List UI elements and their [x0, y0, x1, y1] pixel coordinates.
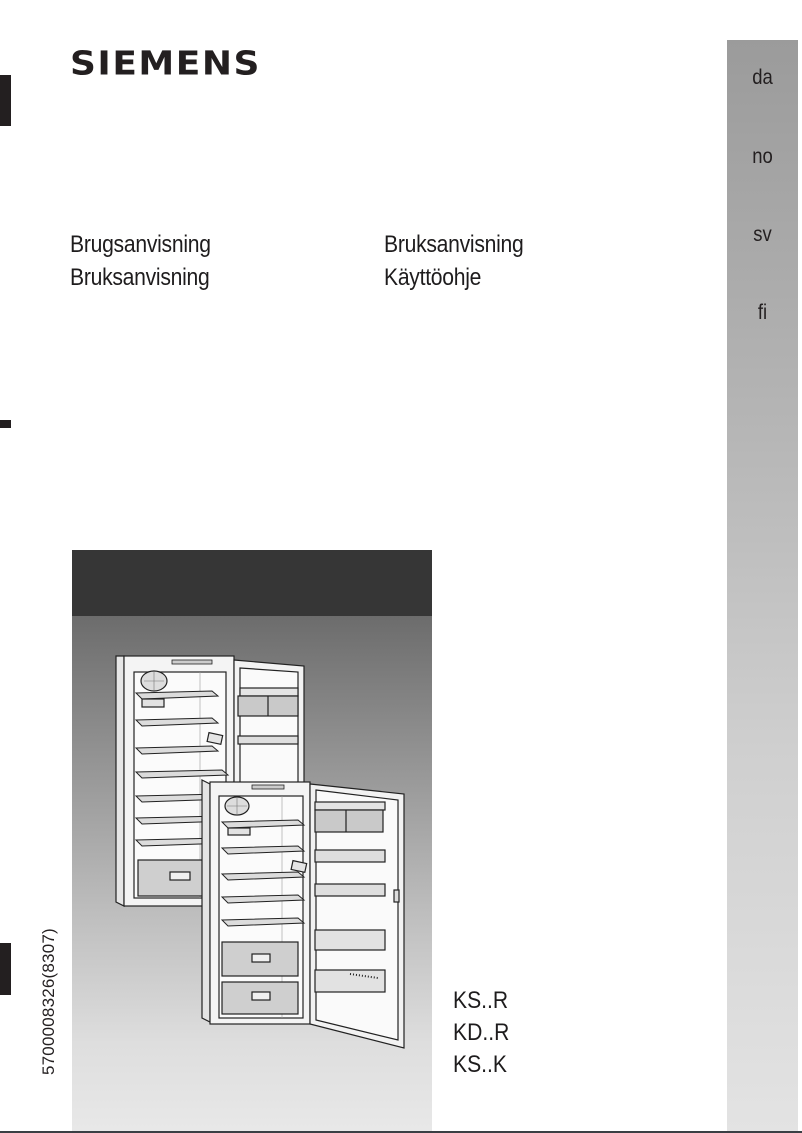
edge-mark-middle: [0, 420, 11, 428]
language-tab-sv[interactable]: sv: [753, 223, 772, 246]
title-danish: Brugsanvisning: [70, 231, 211, 258]
edge-mark-top: [0, 75, 11, 126]
title-swedish: Bruksanvisning: [384, 231, 524, 258]
language-tab-fi[interactable]: fi: [757, 301, 768, 324]
refrigerator-illustration: [72, 550, 432, 1131]
title-norwegian: Bruksanvisning: [70, 264, 210, 291]
model-kd-r: KD..R: [453, 1019, 510, 1046]
model-ks-k: KS..K: [453, 1051, 507, 1078]
model-list: [453, 985, 517, 1081]
edge-mark-bottom: [0, 943, 11, 995]
language-tab-no[interactable]: no: [752, 145, 773, 168]
siemens-logo: SIEMENS: [70, 45, 261, 83]
language-tab-strip: [727, 40, 798, 1131]
cover-image-panel: [72, 550, 432, 1131]
document-number: 5700008326(8307): [39, 928, 58, 1075]
manual-titles: [70, 229, 684, 293]
language-tab-da[interactable]: da: [752, 66, 773, 89]
title-finnish: Käyttöohje: [384, 264, 482, 291]
model-ks-r: KS..R: [453, 987, 509, 1014]
